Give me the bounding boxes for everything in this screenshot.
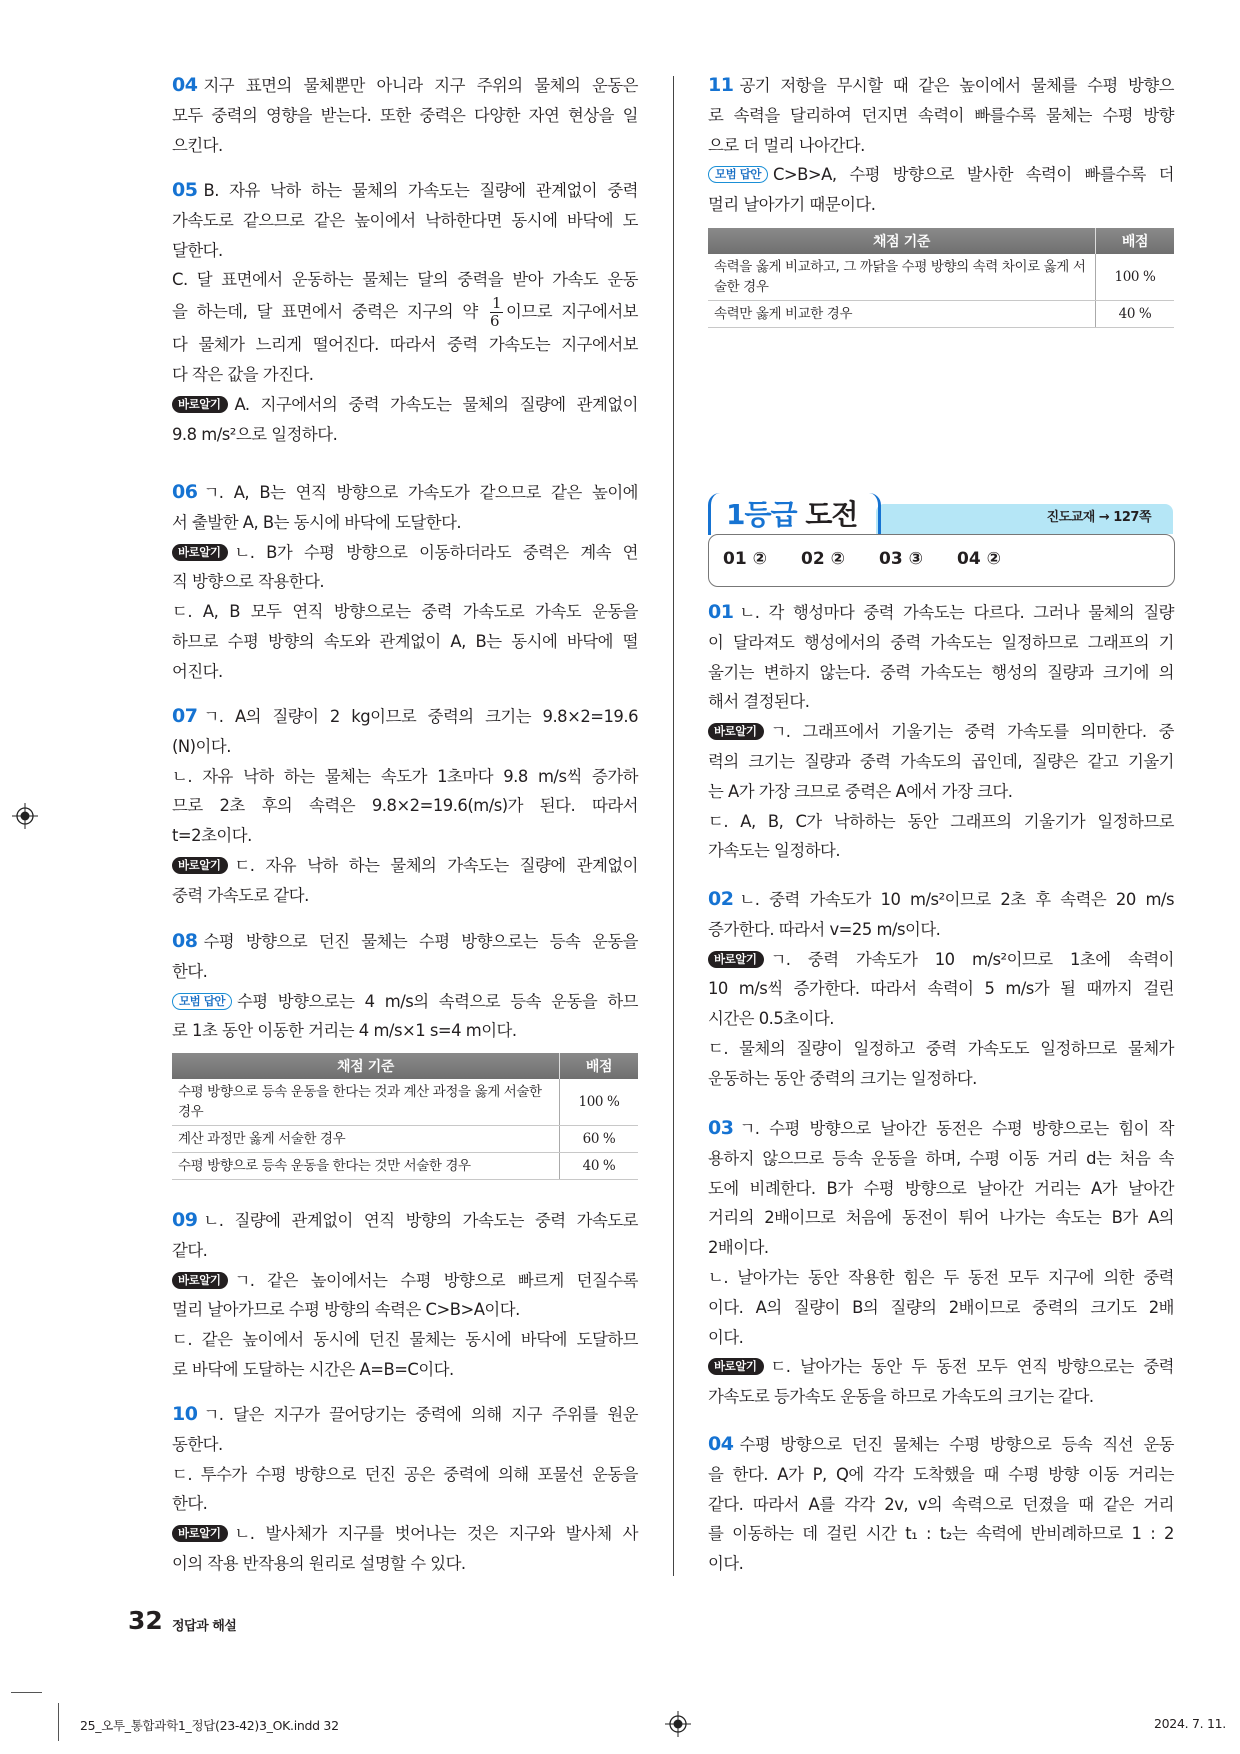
- table-row: [708, 301, 1174, 328]
- line-text: ㄷ. 자유 낙하 하는 물체의 가속도는 질량에 관계없이: [234, 855, 638, 875]
- line-text: 으로 더 멀리 나아간다.: [708, 135, 865, 155]
- line-text: 이다. A의 질량이 B의 질량의 2배이므로 중력의 크기도 2배: [708, 1297, 1174, 1317]
- answer-item-04: [708, 1430, 1174, 1579]
- challenge-section: [708, 493, 1175, 587]
- line-text: 운동하는 동안 중력의 크기는 일정하다.: [708, 1068, 977, 1088]
- fraction-denominator: 6: [490, 312, 500, 331]
- line-text: 거리의 2배이므로 처음에 동전이 튀어 나가는 속도는 B가 A의: [708, 1208, 1174, 1228]
- text-line: [172, 420, 638, 450]
- text-line: [172, 295, 638, 330]
- text-line: [172, 265, 638, 295]
- scoring-table-11: [708, 228, 1174, 328]
- line-text: A. 지구에서의 중력 가속도는 물체의 질량에 관계없이: [234, 394, 638, 414]
- line-text: 10 m/s씩 증가한다. 따라서 속력이 5 m/s가 될 때까지 걸린: [708, 979, 1174, 999]
- line-text: 한다.: [172, 961, 208, 981]
- fraction-numerator: 1: [492, 294, 502, 313]
- text-line: [172, 71, 638, 101]
- line-text: 력의 크기는 질량과 중력 가속도의 곱인데, 질량은 같고 기울기: [708, 751, 1174, 771]
- text-line: [172, 1325, 638, 1355]
- text-line: [172, 1519, 638, 1549]
- question-number: 02: [708, 888, 734, 910]
- text-line: [172, 206, 638, 236]
- line-text: ㄷ. 물체의 질량이 일정하고 중력 가속도도 일정하므로 물체가: [708, 1038, 1174, 1058]
- line-text: 공기 저항을 무시할 때 같은 높이에서 물체를 수평 방향으: [739, 76, 1174, 95]
- line-text: B. 자유 낙하 하는 물체의 가속도는 질량에 관계없이 중력: [203, 181, 638, 200]
- line-text: 을 하는데, 달 표면에서 중력은 지구의 약: [172, 302, 487, 322]
- explanation-paragraph: [708, 71, 1174, 160]
- text-line: [172, 1430, 638, 1460]
- text-line: [708, 1549, 1174, 1579]
- text-line: [172, 927, 638, 957]
- section-label: 정답과 해설: [172, 1619, 237, 1634]
- text-line: [172, 627, 638, 657]
- line-text: ㄱ. 수평 방향으로 날아간 동전은 수평 방향으로는 힘이 작: [739, 1119, 1174, 1138]
- points-cell: 100 %: [560, 1079, 639, 1126]
- correction-badge: 바로알기: [172, 1272, 228, 1289]
- correction-badge: 바로알기: [172, 396, 228, 413]
- text-line: [708, 974, 1174, 1004]
- line-text: 이므로 지구에서보: [506, 302, 638, 322]
- line-text: ㄴ. 발사체가 지구를 벗어나는 것은 지구와 발사체 사: [234, 1524, 638, 1544]
- line-text: 이다.: [708, 1327, 744, 1347]
- points-cell: 40 %: [560, 1153, 639, 1180]
- print-date: 2024. 7. 11.: [1154, 1716, 1226, 1731]
- line-text: ㄴ. B가 수평 방향으로 이동하더라도 중력은 계속 연: [234, 542, 638, 562]
- registration-mark-icon: [665, 1711, 691, 1737]
- table-header-points: 배점: [1096, 228, 1175, 254]
- crop-mark: [11, 1692, 42, 1693]
- line-text: 모두 중력의 영향을 받는다. 또한 중력은 다양한 자연 현상을 일: [172, 105, 638, 125]
- line-text: 용하지 않으므로 등속 운동을 하며, 수평 이동 거리 d는 처음 속: [708, 1148, 1174, 1168]
- text-line: [708, 1323, 1174, 1353]
- text-line: [172, 1266, 638, 1296]
- line-text: 멀리 날아가므로 수평 방향의 속력은 C>B>A이다.: [172, 1300, 520, 1320]
- table-row: [172, 1126, 638, 1153]
- text-line: [708, 717, 1174, 747]
- text-line: [708, 836, 1174, 866]
- text-line: [172, 360, 638, 390]
- explanation-paragraph: [172, 1460, 638, 1520]
- correction-badge: 바로알기: [172, 857, 228, 874]
- line-text: 이의 작용 반작용의 원리로 설명할 수 있다.: [172, 1553, 466, 1573]
- criteria-cell: 속력만 옳게 비교한 경우: [708, 301, 1096, 328]
- text-line: [172, 881, 638, 911]
- explanation-paragraph: [172, 927, 638, 987]
- explanation-paragraph: [172, 176, 638, 265]
- explanation-correction: [172, 851, 638, 911]
- explanation-correction: [172, 1266, 638, 1326]
- text-line: [708, 777, 1174, 807]
- text-line: [708, 945, 1174, 975]
- text-line: [708, 1004, 1174, 1034]
- line-text: ㄷ. A, B, C가 낙하하는 동안 그래프의 기울기가 일정하므로: [708, 811, 1174, 831]
- line-text: ㄷ. 투수가 수평 방향으로 던진 공은 중력에 의해 포물선 운동을: [172, 1464, 638, 1484]
- line-text: 다 작은 값을 가진다.: [172, 364, 314, 384]
- line-text: 이 달라져도 행성에서의 중력 가속도는 일정하므로 그래프의 기: [708, 632, 1174, 652]
- text-line: [708, 1144, 1174, 1174]
- answer-item: 04 ②: [957, 549, 1001, 569]
- line-text: (N)이다.: [172, 736, 231, 756]
- explanation-paragraph: [172, 597, 638, 686]
- text-line: [172, 1549, 638, 1579]
- text-line: [708, 1352, 1174, 1382]
- text-line: [708, 687, 1174, 717]
- line-text: ㄷ. A, B 모두 연직 방향으로는 중력 가속도로 가속도 운동을: [172, 602, 638, 622]
- explanation-correction: [708, 945, 1174, 1034]
- points-cell: 40 %: [1096, 301, 1175, 328]
- line-text: 어진다.: [172, 661, 223, 681]
- text-line: [172, 131, 638, 161]
- text-line: [708, 1460, 1174, 1490]
- answer-item-08: [172, 927, 638, 1046]
- explanation-paragraph: [708, 598, 1174, 717]
- line-text: 달한다.: [172, 240, 223, 260]
- answer-item-04: [172, 71, 638, 160]
- text-line: [708, 1174, 1174, 1204]
- explanation-paragraph: [172, 478, 638, 538]
- answer-key-box: [708, 534, 1175, 587]
- text-line: [708, 885, 1174, 915]
- scoring-table-08: [172, 1053, 638, 1180]
- text-line: [708, 131, 1174, 161]
- line-text: 도에 비례한다. B가 수평 방향으로 날아간 거리는 A가 날아간: [708, 1178, 1174, 1198]
- text-line: [708, 1293, 1174, 1323]
- text-line: [708, 190, 1174, 220]
- explanation-correction: [172, 390, 638, 450]
- line-text: 하므로 수평 방향의 속도와 관계없이 A, B는 동시에 바닥에 떨: [172, 631, 638, 651]
- text-line: [172, 791, 638, 821]
- text-line: [172, 330, 638, 360]
- line-text: 9.8 m/s²으로 일정하다.: [172, 424, 338, 444]
- text-line: [172, 567, 638, 597]
- text-line: [172, 1355, 638, 1385]
- criteria-cell: 계산 과정만 옳게 서술한 경우: [172, 1126, 560, 1153]
- line-text: 해서 결정된다.: [708, 692, 810, 712]
- line-text: 로 1초 동안 이동한 거리는 4 m/s×1 s=4 m이다.: [172, 1021, 517, 1041]
- table-row: [172, 1079, 638, 1126]
- explanation-correction: [708, 1352, 1174, 1412]
- points-cell: 60 %: [560, 1126, 639, 1153]
- criteria-cell: 속력을 옳게 비교하고, 그 까닭을 수평 방향의 속력 차이로 옳게 서술한 경우: [708, 254, 1096, 301]
- line-text: ㄱ. 달은 지구가 끌어당기는 중력에 의해 지구 주위를 원운: [203, 1405, 638, 1424]
- line-text: 수평 방향으로 던진 물체는 수평 방향으로 등속 직선 운동: [739, 1435, 1174, 1454]
- correction-badge: 바로알기: [708, 1358, 764, 1375]
- page-number: 32: [128, 1606, 163, 1635]
- challenge-title: [726, 493, 857, 533]
- explanation-correction: [172, 538, 638, 598]
- line-text: 지구 표면의 물체뿐만 아니라 지구 주위의 물체의 운동은: [203, 76, 638, 95]
- text-line: [172, 478, 638, 508]
- textbook-reference: 진도교재 → 127쪽: [1046, 510, 1151, 525]
- line-text: 서 출발한 A, B는 동시에 바닥에 도달한다.: [172, 512, 462, 532]
- question-number: 01: [708, 601, 734, 623]
- text-line: [172, 1489, 638, 1519]
- line-text: C>B>A, 수평 방향으로 발사한 속력이 빠를수록 더: [772, 165, 1174, 185]
- line-text: 를 이동하는 데 걸린 시간 t₁ : t₂는 속력에 반비례하므로 1 : 2: [708, 1524, 1174, 1544]
- answer-item: 03 ③: [879, 549, 923, 569]
- line-text: 같다. 따라서 A를 각각 2v, v의 속력으로 던졌을 때 같은 거리: [708, 1494, 1174, 1514]
- explanation-model-answer: [172, 987, 638, 1047]
- text-line: [708, 1490, 1174, 1520]
- correction-badge: 바로알기: [708, 723, 764, 740]
- text-line: [172, 390, 638, 420]
- text-line: [708, 1430, 1174, 1460]
- line-text: 을 한다. A가 P, Q에 각각 도착했을 때 수평 방향 이동 거리는: [708, 1464, 1174, 1484]
- line-text: 증가한다. 따라서 v=25 m/s이다.: [708, 919, 941, 939]
- line-text: ㄴ. 중력 가속도가 10 m/s²이므로 2초 후 속력은 20 m/s: [739, 890, 1174, 909]
- question-number: 10: [172, 1403, 198, 1425]
- text-line: [708, 1114, 1174, 1144]
- table-row: [708, 254, 1174, 301]
- line-text: ㄴ. 각 행성마다 중력 가속도는 다르다. 그러나 물체의 질량: [739, 603, 1174, 622]
- text-line: [172, 821, 638, 851]
- question-number: 06: [172, 481, 198, 503]
- question-number: 04: [708, 1433, 734, 1455]
- answer-item-07: [172, 702, 638, 911]
- text-line: [708, 1519, 1174, 1549]
- text-line: [172, 508, 638, 538]
- line-text: 가속도로 등가속도 운동을 하므로 가속도의 크기는 같다.: [708, 1387, 1094, 1407]
- line-text: 으킨다.: [172, 135, 223, 155]
- line-text: 중력 가속도로 같다.: [172, 885, 309, 905]
- question-number: 09: [172, 1209, 198, 1231]
- column-divider: [673, 76, 674, 1576]
- text-line: [708, 628, 1174, 658]
- line-text: 로 바닥에 도달하는 시간은 A=B=C이다.: [172, 1359, 454, 1379]
- explanation-paragraph: [172, 71, 638, 160]
- line-text: 수평 방향으로 던진 물체는 수평 방향으로는 등속 운동을: [203, 932, 638, 951]
- line-text: 한다.: [172, 1494, 208, 1514]
- challenge-word: 도전: [805, 498, 858, 531]
- line-text: 로 속력을 달리하여 던지면 속력이 빠를수록 물체는 수평 방향: [708, 105, 1174, 125]
- text-line: [172, 538, 638, 568]
- file-slug: 25_오투_통합과학1_정답(23-42)3_OK.indd 32: [80, 1718, 339, 1733]
- text-line: [708, 71, 1174, 101]
- text-line: [172, 101, 638, 131]
- points-cell: 100 %: [1096, 254, 1175, 301]
- text-line: [172, 236, 638, 266]
- line-text: 같다.: [172, 1240, 208, 1260]
- line-text: t=2초이다.: [172, 826, 252, 846]
- criteria-cell: 수평 방향으로 등속 운동을 한다는 것과 계산 과정을 옳게 서술한 경우: [172, 1079, 560, 1126]
- text-line: [708, 1203, 1174, 1233]
- correction-badge: 바로알기: [708, 951, 764, 968]
- text-line: [172, 957, 638, 987]
- text-line: [172, 851, 638, 881]
- explanation-correction: [172, 1519, 638, 1579]
- text-line: [708, 1263, 1174, 1293]
- text-line: [172, 176, 638, 206]
- line-text: ㄴ. 날아가는 동안 작용한 힘은 두 동전 모두 지구에 의한 중력: [708, 1267, 1174, 1287]
- answer-item: 01 ②: [723, 549, 767, 569]
- text-line: [708, 1382, 1174, 1412]
- explanation-correction: [708, 717, 1174, 806]
- line-text: 동한다.: [172, 1434, 223, 1454]
- text-line: [708, 658, 1174, 688]
- text-line: [708, 160, 1174, 190]
- text-line: [708, 1064, 1174, 1094]
- line-text: 울기는 변하지 않는다. 중력 가속도는 행성의 질량과 크기에 의: [708, 662, 1174, 682]
- answer-item-09: [172, 1206, 638, 1385]
- text-line: [172, 1206, 638, 1236]
- line-text: 2배이다.: [708, 1238, 769, 1258]
- text-line: [172, 657, 638, 687]
- answer-item: 02 ②: [801, 549, 845, 569]
- answer-item-03: [708, 1114, 1174, 1412]
- explanation-paragraph: [708, 1430, 1174, 1579]
- text-line: [708, 598, 1174, 628]
- line-text: 가속도로 같으므로 같은 높이에서 낙하한다면 동시에 바닥에 도: [172, 210, 638, 230]
- question-number: 08: [172, 930, 198, 952]
- text-line: [172, 1460, 638, 1490]
- text-line: [172, 1295, 638, 1325]
- table-row: [172, 1153, 638, 1180]
- question-number: 11: [708, 74, 734, 96]
- answer-item-10: [172, 1400, 638, 1579]
- line-text: ㄱ. 그래프에서 기울기는 중력 가속도를 의미한다. 중: [770, 722, 1174, 742]
- explanation-paragraph: [172, 1325, 638, 1385]
- line-text: ㄷ. 같은 높이에서 동시에 던진 물체는 동시에 바닥에 도달하므: [172, 1330, 638, 1350]
- table-header-points: 배점: [560, 1053, 639, 1079]
- line-text: 가속도는 일정하다.: [708, 841, 841, 861]
- text-line: [708, 747, 1174, 777]
- correction-badge: 바로알기: [172, 1525, 228, 1542]
- text-line: [172, 1400, 638, 1430]
- explanation-paragraph: [172, 762, 638, 851]
- text-line: [708, 1034, 1174, 1064]
- text-line: [708, 101, 1174, 131]
- line-text: C. 달 표면에서 운동하는 물체는 달의 중력을 받아 가속도 운동: [172, 270, 638, 290]
- model-answer-badge: 모범 답안: [708, 166, 768, 183]
- text-line: [172, 1016, 638, 1046]
- explanation-model-answer: [708, 160, 1174, 220]
- line-text: ㄱ. 중력 가속도가 10 m/s²이므로 1초에 속력이: [770, 949, 1174, 969]
- answer-item-05: [172, 176, 638, 449]
- explanation-paragraph: [172, 265, 638, 389]
- text-line: [172, 702, 638, 732]
- line-text: 이다.: [708, 1554, 744, 1574]
- answer-item-06: [172, 478, 638, 687]
- correction-badge: 바로알기: [172, 544, 228, 561]
- line-text: ㄱ. 같은 높이에서는 수평 방향으로 빠르게 던질수록: [234, 1270, 638, 1290]
- question-number: 04: [172, 74, 198, 96]
- text-line: [708, 1233, 1174, 1263]
- line-text: 는 A가 가장 크므로 중력은 A에서 가장 크다.: [708, 781, 1013, 801]
- text-line: [172, 732, 638, 762]
- line-text: 시간은 0.5초이다.: [708, 1009, 834, 1029]
- explanation-paragraph: [172, 1206, 638, 1266]
- table-header-criteria: 채점 기준: [708, 228, 1096, 254]
- line-text: 멀리 날아가기 때문이다.: [708, 195, 876, 215]
- registration-mark-icon: [12, 803, 38, 829]
- crop-mark: [58, 1703, 59, 1741]
- text-line: [172, 1236, 638, 1266]
- line-text: 므로 2초 후의 속력은 9.8×2=19.6(m/s)가 된다. 따라서: [172, 796, 638, 816]
- criteria-cell: 수평 방향으로 등속 운동을 한다는 것만 서술한 경우: [172, 1153, 560, 1180]
- question-number: 03: [708, 1117, 734, 1139]
- line-text: 수평 방향으로는 4 m/s의 속력으로 등속 운동을 하므: [236, 991, 638, 1011]
- question-number: 07: [172, 705, 198, 727]
- text-line: [172, 597, 638, 627]
- answer-item-01: [708, 598, 1174, 866]
- explanation-paragraph: [708, 807, 1174, 867]
- line-text: 다 물체가 느리게 떨어진다. 따라서 중력 가속도는 지구에서보: [172, 335, 638, 355]
- fraction: [490, 295, 503, 330]
- explanation-paragraph: [708, 1263, 1174, 1352]
- table-header-criteria: 채점 기준: [172, 1053, 560, 1079]
- text-line: [708, 807, 1174, 837]
- line-text: 직 방향으로 작용한다.: [172, 572, 325, 592]
- line-text: ㄱ. A의 질량이 2 kg이므로 중력의 크기는 9.8×2=19.6: [203, 707, 638, 726]
- challenge-grade: 1등급: [726, 498, 797, 531]
- explanation-paragraph: [172, 702, 638, 762]
- explanation-paragraph: [708, 1114, 1174, 1263]
- question-number: 05: [172, 179, 198, 201]
- text-line: [708, 915, 1174, 945]
- explanation-paragraph: [172, 1400, 638, 1460]
- answer-item-02: [708, 885, 1174, 1094]
- model-answer-badge: 모범 답안: [172, 993, 232, 1010]
- explanation-paragraph: [708, 1034, 1174, 1094]
- line-text: ㄴ. 자유 낙하 하는 물체는 속도가 1초마다 9.8 m/s씩 증가하: [172, 766, 638, 786]
- text-line: [172, 762, 638, 792]
- line-text: ㄴ. 질량에 관계없이 연직 방향의 가속도는 중력 가속도로: [203, 1211, 638, 1230]
- line-text: ㄱ. A, B는 연직 방향으로 가속도가 같으므로 같은 높이에: [203, 483, 638, 502]
- text-line: [172, 987, 638, 1017]
- line-text: ㄷ. 날아가는 동안 두 동전 모두 연직 방향으로는 중력: [770, 1357, 1174, 1377]
- answer-item-11: [708, 71, 1174, 220]
- explanation-paragraph: [708, 885, 1174, 945]
